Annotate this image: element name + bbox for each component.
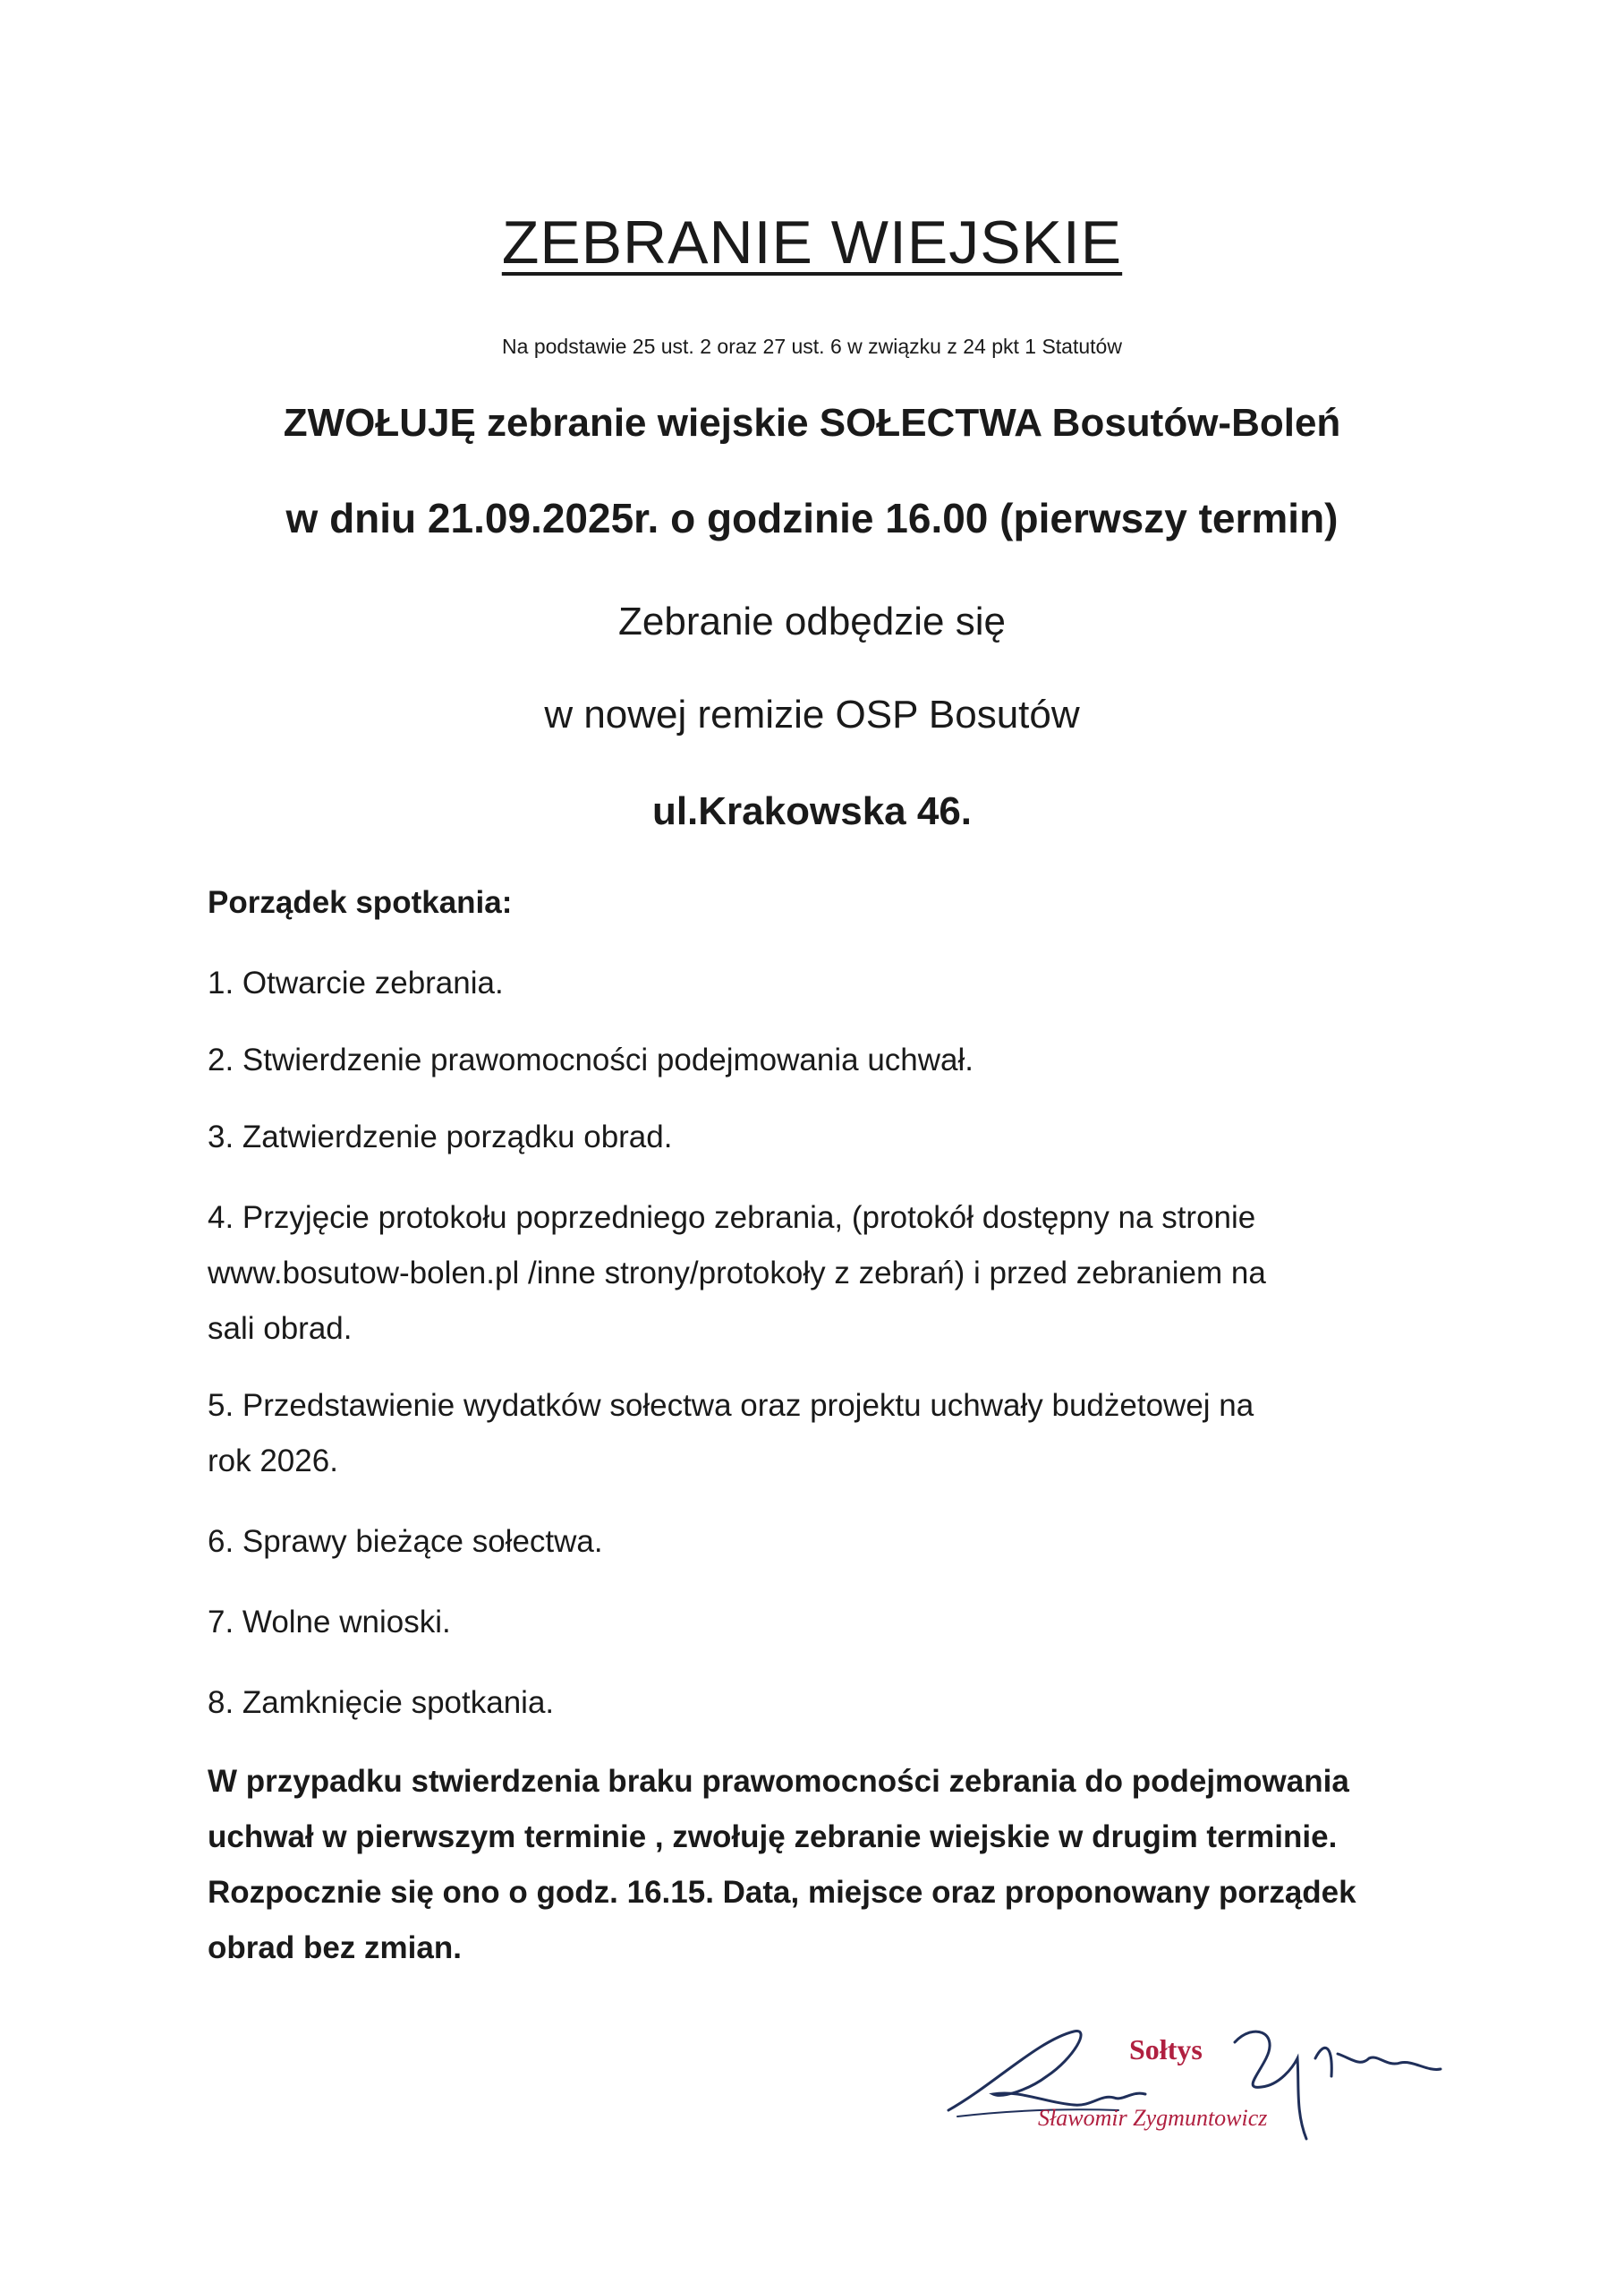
agenda-item-line: 7. Wolne wnioski. — [208, 1605, 451, 1639]
signature-drawing — [940, 2005, 1450, 2166]
agenda-item-line: 1. Otwarcie zebrania. — [208, 966, 504, 1001]
stamp-name: Sławomir Zygmuntowicz — [1038, 2105, 1268, 2131]
agenda-item-1 — [208, 956, 504, 1011]
agenda-item-4 — [208, 1190, 1266, 1357]
signature-stroke — [1315, 2048, 1441, 2076]
agenda-item-line: www.bosutow-bolen.pl /inne strony/protokoły z zebrań) i przed zebraniem na — [208, 1256, 1266, 1290]
signature-stroke — [948, 2031, 1145, 2110]
stamp-title: Sołtys — [1129, 2033, 1203, 2065]
notice-line: W przypadku stwierdzenia braku prawomocności zebrania do podejmowania — [208, 1764, 1349, 1799]
agenda-item-line: 4. Przyjęcie protokołu poprzedniego zebrania, (protokół dostępny na stronie — [208, 1200, 1256, 1235]
notice-line: Rozpocznie się ono o godz. 16.15. Data, miejsce oraz proponowany porządek — [208, 1875, 1356, 1910]
agenda-item-5 — [208, 1378, 1254, 1489]
agenda-item-line: 6. Sprawy bieżące sołectwa. — [208, 1524, 603, 1559]
page-title: ZEBRANIE WIEJSKIE — [501, 209, 1123, 277]
legal-basis: Na podstawie 25 ust. 2 oraz 27 ust. 6 w związku z 24 pkt 1 Statutów — [502, 335, 1122, 358]
notice-line: uchwał w pierwszym terminie , zwołuję zebranie wiejskie w drugim terminie. — [208, 1819, 1338, 1854]
agenda-item-8 — [208, 1675, 554, 1731]
agenda-item-line: 8. Zamknięcie spotkania. — [208, 1685, 555, 1720]
agenda-item-6 — [208, 1514, 603, 1570]
agenda-heading: Porządek spotkania: — [208, 885, 513, 920]
agenda-item-7 — [208, 1595, 451, 1650]
agenda-item-line: 5. Przedstawienie wydatków sołectwa oraz projektu uchwały budżetowej na — [208, 1388, 1254, 1423]
agenda-item-line: 2. Stwierdzenie prawomocności podejmowania uchwał. — [208, 1043, 974, 1077]
place-line-1: Zebranie odbędzie się — [618, 600, 1006, 643]
meeting-datetime: w dniu 21.09.2025r. o godzinie 16.00 (pierwszy termin) — [285, 495, 1339, 541]
second-term-notice — [208, 1754, 1460, 1976]
agenda-item-2 — [208, 1033, 974, 1088]
agenda-item-3 — [208, 1110, 672, 1165]
agenda-item-line: rok 2026. — [208, 1444, 338, 1478]
address: ul.Krakowska 46. — [651, 789, 973, 833]
convocation-heading: ZWOŁUJĘ zebranie wiejskie SOŁECTWA Bosutów-Boleń — [283, 401, 1341, 445]
agenda-item-line: sali obrad. — [208, 1311, 353, 1346]
agenda-item-line: 3. Zatwierdzenie porządku obrad. — [208, 1120, 673, 1154]
place-line-2: w nowej remizie OSP Bosutów — [544, 693, 1080, 737]
notice-line: obrad bez zmian. — [208, 1930, 462, 1965]
